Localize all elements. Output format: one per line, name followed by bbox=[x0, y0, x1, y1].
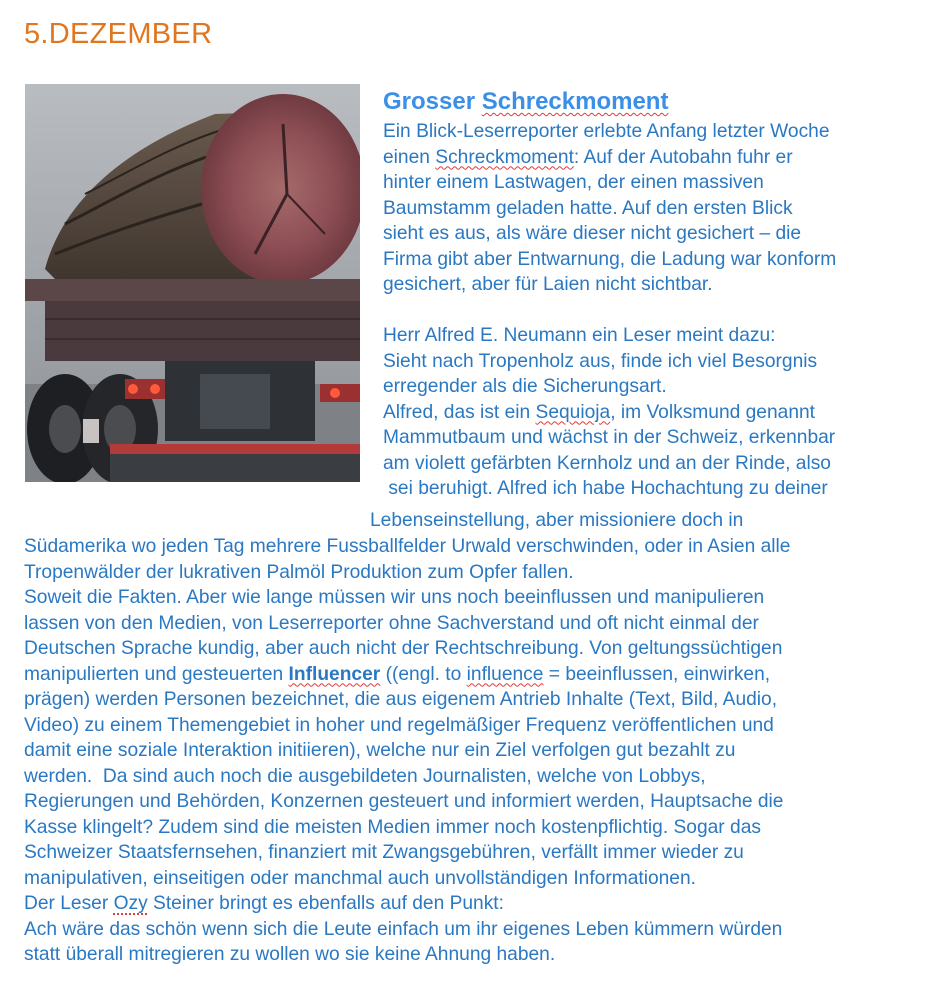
headline-prefix: Grosser bbox=[383, 88, 482, 115]
misspelled-word: influence bbox=[466, 663, 544, 685]
text-line: sieht es aus, als wäre dieser nicht gesichert – die bbox=[383, 223, 802, 244]
text-span: ((engl. to bbox=[380, 663, 467, 685]
intro-column bbox=[383, 119, 923, 502]
truck-log-photo bbox=[25, 84, 360, 482]
text-line: gesichert, aber für Laien nicht sichtbar. bbox=[383, 274, 713, 295]
text-line: Lebenseinstellung, aber missioniere doch in bbox=[370, 510, 744, 531]
text-line: Herr Alfred E. Neumann ein Leser meint dazu: bbox=[383, 325, 776, 346]
text-line bbox=[383, 400, 923, 426]
text-line: Tropenwälder der lukrativen Palmöl Produktion zum Opfer fallen. bbox=[24, 561, 574, 583]
text-span: Alfred, das ist ein bbox=[383, 401, 536, 423]
text-line: Ein Blick-Leserreporter erlebte Anfang letzter Woche bbox=[383, 121, 830, 142]
text-line: Firma gibt aber Entwarnung, die Ladung war konform bbox=[383, 248, 837, 270]
date-heading: 5.DEZEMBER bbox=[24, 18, 213, 50]
headline-word: Schreckmoment bbox=[481, 88, 669, 115]
text-line: statt überall mitregieren zu wollen wo sie keine Ahnung haben. bbox=[24, 944, 556, 965]
text-line: damit eine soziale Interaktion initiieren), welche nur ein Ziel verfolgen gut bezahlt zu bbox=[24, 740, 736, 761]
text-line: hinter einem Lastwagen, der einen massiven bbox=[383, 172, 764, 193]
text-line: Mammutbaum und wächst in der Schweiz, erkennbar bbox=[383, 427, 836, 448]
article-headline bbox=[383, 88, 668, 116]
text-line: Ach wäre das schön wenn sich die Leute einfach um ihr eigenes Leben kümmern würden bbox=[24, 918, 783, 940]
text-line: Regierungen und Behörden, Konzernen gesteuert und informiert werden, Hauptsache die bbox=[24, 791, 784, 812]
text-span: : Auf der Autobahn fuhr er bbox=[573, 146, 793, 168]
blank-line bbox=[383, 298, 923, 324]
text-line: lassen von den Medien, von Leserreporter ohne Sachverstand und oft nicht einmal der bbox=[24, 612, 759, 634]
text-line: werden. Da sind auch noch die ausgebildeten Journalisten, welche von Lobbys, bbox=[24, 765, 706, 787]
text-span: = beeinflussen, einwirken, bbox=[543, 663, 771, 685]
text-line: sei beruhigt. Alfred ich habe Hochachtung zu deiner bbox=[383, 478, 828, 499]
text-line: Video) zu einem Themengebiet in hoher und regelmäßiger Frequenz veröffentlichen und bbox=[24, 714, 774, 736]
text-line: prägen) werden Personen bezeichnet, die aus eigenem Antrieb Inhalte (Text, Bild, Audio, bbox=[24, 689, 778, 710]
text-line bbox=[24, 662, 924, 688]
text-line: erregender als die Sicherungsart. bbox=[383, 376, 667, 397]
misspelled-word: Ozy bbox=[113, 893, 148, 914]
text-line bbox=[24, 891, 924, 917]
text-line bbox=[383, 145, 923, 171]
misspelled-word: Schreckmoment bbox=[435, 146, 574, 168]
text-line: am violett gefärbten Kernholz und an der Rinde, also bbox=[383, 452, 831, 474]
text-span: Der Leser bbox=[24, 893, 114, 914]
text-line: manipulativen, einseitigen oder manchmal auch unvollständigen Informationen. bbox=[24, 867, 696, 889]
text-line: Schweizer Staatsfernsehen, finanziert mit Zwangsgebühren, verfällt immer wieder zu bbox=[24, 842, 744, 863]
text-line: Soweit die Fakten. Aber wie lange müssen wir uns noch beeinflussen und manipulieren bbox=[24, 587, 765, 608]
main-body bbox=[24, 534, 924, 968]
truck-log-illustration bbox=[25, 84, 360, 482]
text-line: Kasse klingelt? Zudem sind die meisten Medien immer noch kostenpflichtig. Sogar das bbox=[24, 816, 761, 838]
text-line: Baumstamm geladen hatte. Auf den ersten Blick bbox=[383, 197, 793, 219]
text-span: manipulierten und gesteuerten bbox=[24, 663, 289, 685]
text-span: Steiner bringt es ebenfalls auf den Punkt: bbox=[147, 893, 504, 914]
text-line: Südamerika wo jeden Tag mehrere Fussballfelder Urwald verschwinden, oder in Asien alle bbox=[24, 536, 791, 557]
text-line: Deutschen Sprache kundig, aber auch nicht der Rechtschreibung. Von geltungssüchtigen bbox=[24, 638, 783, 659]
text-span: , im Volksmund genannt bbox=[610, 401, 815, 423]
text-line: Sieht nach Tropenholz aus, finde ich viel Besorgnis bbox=[383, 350, 818, 372]
influencer-term: Influencer bbox=[288, 663, 381, 685]
text-span: einen bbox=[383, 146, 436, 168]
misspelled-word: Sequioja bbox=[535, 401, 611, 423]
